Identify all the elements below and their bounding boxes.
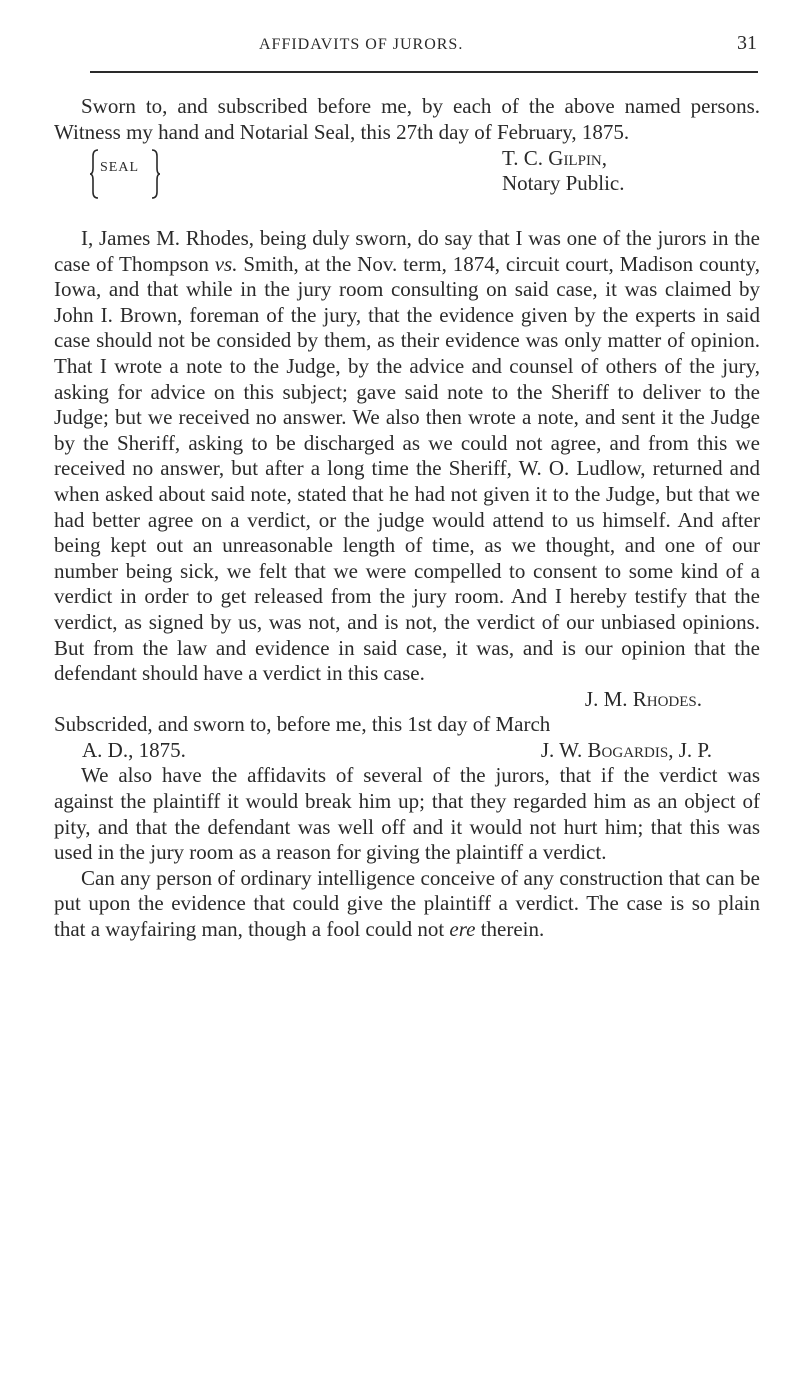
header-rule [90,71,758,73]
conclusion-text-part-2: therein. [475,917,545,942]
subscribed-date: A. D., 1875. [82,737,186,762]
affidavit-text [54,226,760,687]
ere-word: ere [449,917,476,942]
affidavit-rhodes [54,226,760,943]
running-head [0,28,801,68]
affidavit-text-part-2: Smith, at the Nov. term, 1874, circuit court, Madison county, Iowa, and that while in the jury room consulting on said case, it was claimed by John I. Brown, foreman of the jury, that the evidence given by the experts in said case should not be consided by them, as their evidence was only matter of opinion. That I wrote a note to the Judge, by the advice and counsel of others of the jury, asking for advice on this subject; gave said note to the Sheriff to deliver to the Judge; but we received no answer. We also then wrote a note, and sent it the Judge by the Sheriff, asking to be discharged as we could not agree, and from this we received no answer, but after a long time the Sheriff, W. O. Ludlow, returned and when asked about said note, stated that he had not given it to the Judge, but that we had better agree on a verdict, or the judge would attend to us himself. And after being kept out an unreasonable length of time, as we thought, and one of our number being sick, we felt that we were compelled to consent to some kind of a verdict in order to get released from the jury room. And I hereby testify that the verdict, as signed by us, was not, and is not, the verdict of our unbiased opinions. But from the law and evidence in said case, it was, and is our opinion that the defendant should have a verdict in this case. [54,251,760,686]
affidavit-text-part-1: I, James M. Rhodes, being duly sworn, do say that I was one of the jurors in the case of Thompson [54,226,760,276]
signature-rhodes: J. M. Rhodes. [584,686,702,711]
versus-abbrev: vs. [214,251,238,276]
notary-name: T. C. Gilpin, [502,146,608,170]
seal-label: SEAL [100,160,139,175]
conclusion-text-part-1: Can any person of ordinary intelligence conceive of any construction that can be put upon the evidence that could give the plaintiff a verdict. The case is so plain that a wayfairing man, though a fool could not [54,865,760,942]
paragraph-conclusion [54,866,760,943]
notary-title: Notary Public. [502,171,625,195]
running-title: AFFIDAVITS OF JURORS. [259,36,464,53]
seal-block [84,146,764,200]
paragraph-juror-affidavits: We also have the affidavits of several of the jurors, that if the verdict was against the plaintiff it would break him up; that they regarded him as an object of pity, and that the defendant was well off and it would not hurt him; that this was used in the jury room as a reason for giving the plaintiff a verdict. [54,763,760,865]
paragraph-notarization [54,94,760,145]
justice-of-peace: J. W. Bogardis, J. P. [540,737,712,762]
subscribed-line-1: Subscrided, and sworn to, before me, this 1st day of March [54,712,551,737]
subscribed-line-2 [54,738,760,764]
page-number: 31 [737,32,757,54]
notarization-text: Sworn to, and subscribed before me, by each of the above named persons. Witness my hand and Notarial Seal, this 27th day of February, 1875. [54,94,760,144]
